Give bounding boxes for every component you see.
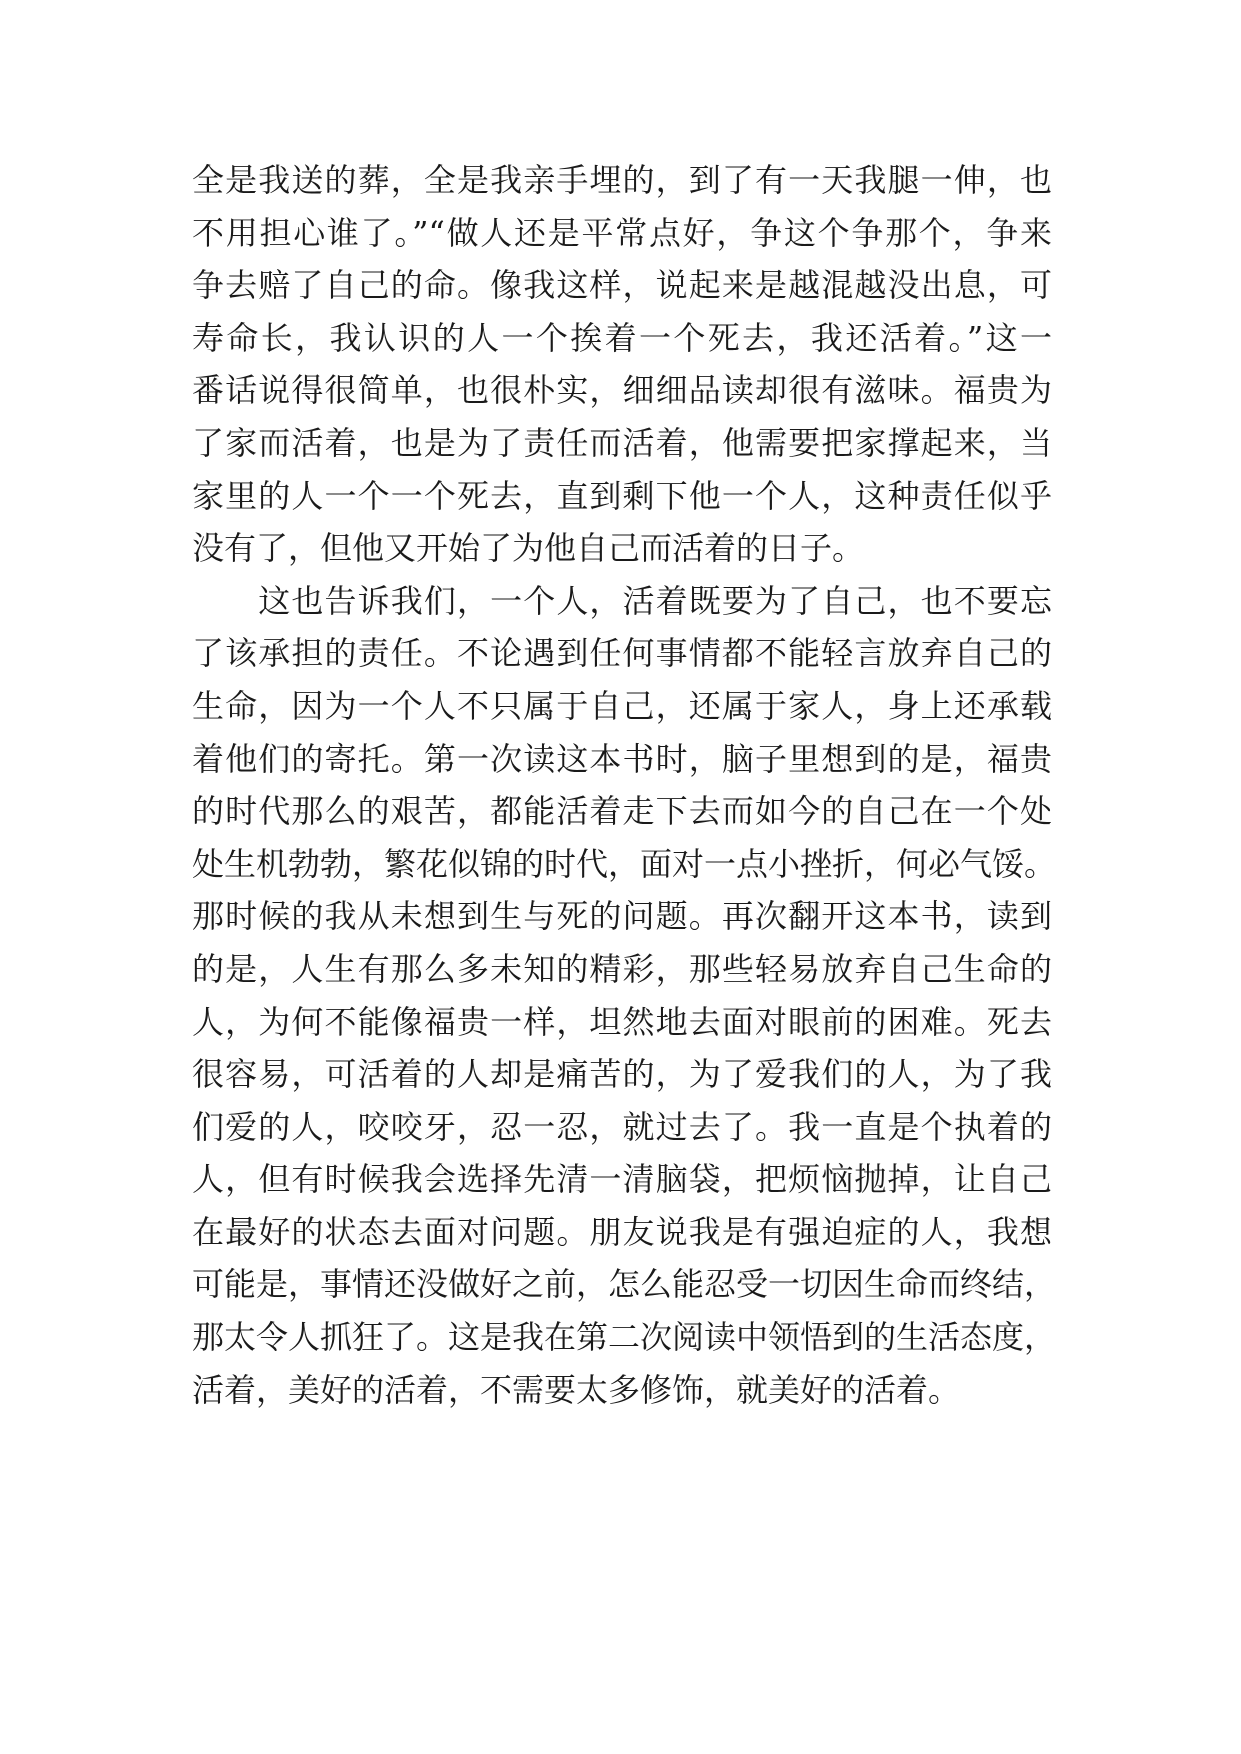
text-line: 寿命长，我认识的人一个挨着一个死去，我还活着。”这一	[192, 318, 1052, 357]
text-line: 很容易，可活着的人却是痛苦的，为了爱我们的人，为了我	[192, 1055, 1052, 1094]
text-line: 人，但有时候我会选择先清一清脑袋，把烦恼抛掉，让自己	[192, 1160, 1052, 1199]
text-line: 着他们的寄托。第一次读这本书时，脑子里想到的是，福贵	[192, 739, 1052, 778]
text-line: 生命，因为一个人不只属于自己，还属于家人，身上还承载	[192, 686, 1052, 725]
text-line: 那太令人抓狂了。这是我在第二次阅读中领悟到的生活态度，	[192, 1318, 1057, 1357]
paragraph-end-line: 没有了，但他又开始了为他自己而活着的日子。	[192, 529, 865, 568]
text-line: 的时代那么的艰苦，都能活着走下去而如今的自己在一个处	[192, 792, 1052, 831]
text-line: 处生机勃勃，繁花似锦的时代，面对一点小挫折，何必气馁。	[192, 844, 1057, 883]
paragraph-end-line: 活着，美好的活着，不需要太多修饰，就美好的活着。	[192, 1370, 961, 1409]
text-line: 那时候的我从未想到生与死的问题。再次翻开这本书，读到	[192, 897, 1052, 936]
body-text	[192, 154, 1057, 1416]
text-line: 不用担心谁了。”“做人还是平常点好，争这个争那个，争来	[192, 213, 1052, 252]
text-line: 全是我送的葬，全是我亲手埋的，到了有一天我腿一伸，也	[192, 161, 1052, 199]
text-line: 可能是，事情还没做好之前，怎么能忍受一切因生命而终结，	[192, 1265, 1057, 1304]
text-line: 了该承担的责任。不论遇到任何事情都不能轻言放弃自己的	[192, 634, 1052, 673]
text-line: 们爱的人，咬咬牙，忍一忍，就过去了。我一直是个执着的	[192, 1107, 1052, 1146]
text-line: 的是，人生有那么多未知的精彩，那些轻易放弃自己生命的	[192, 949, 1052, 988]
text-line: 在最好的状态去面对问题。朋友说我是有强迫症的人，我想	[192, 1212, 1052, 1251]
text-line: 番话说得很简单，也很朴实，细细品读却很有滋味。福贵为	[192, 371, 1052, 410]
text-line: 家里的人一个一个死去，直到剩下他一个人，这种责任似乎	[192, 476, 1052, 515]
text-line: 争去赔了自己的命。像我这样，说起来是越混越没出息，可	[192, 266, 1052, 305]
paragraph-start-line: 这也告诉我们，一个人，活着既要为了自己，也不要忘	[192, 581, 1052, 620]
text-line: 人，为何不能像福贵一样，坦然地去面对眼前的困难。死去	[192, 1002, 1052, 1041]
text-line: 了家而活着，也是为了责任而活着，他需要把家撑起来，当	[192, 423, 1052, 462]
